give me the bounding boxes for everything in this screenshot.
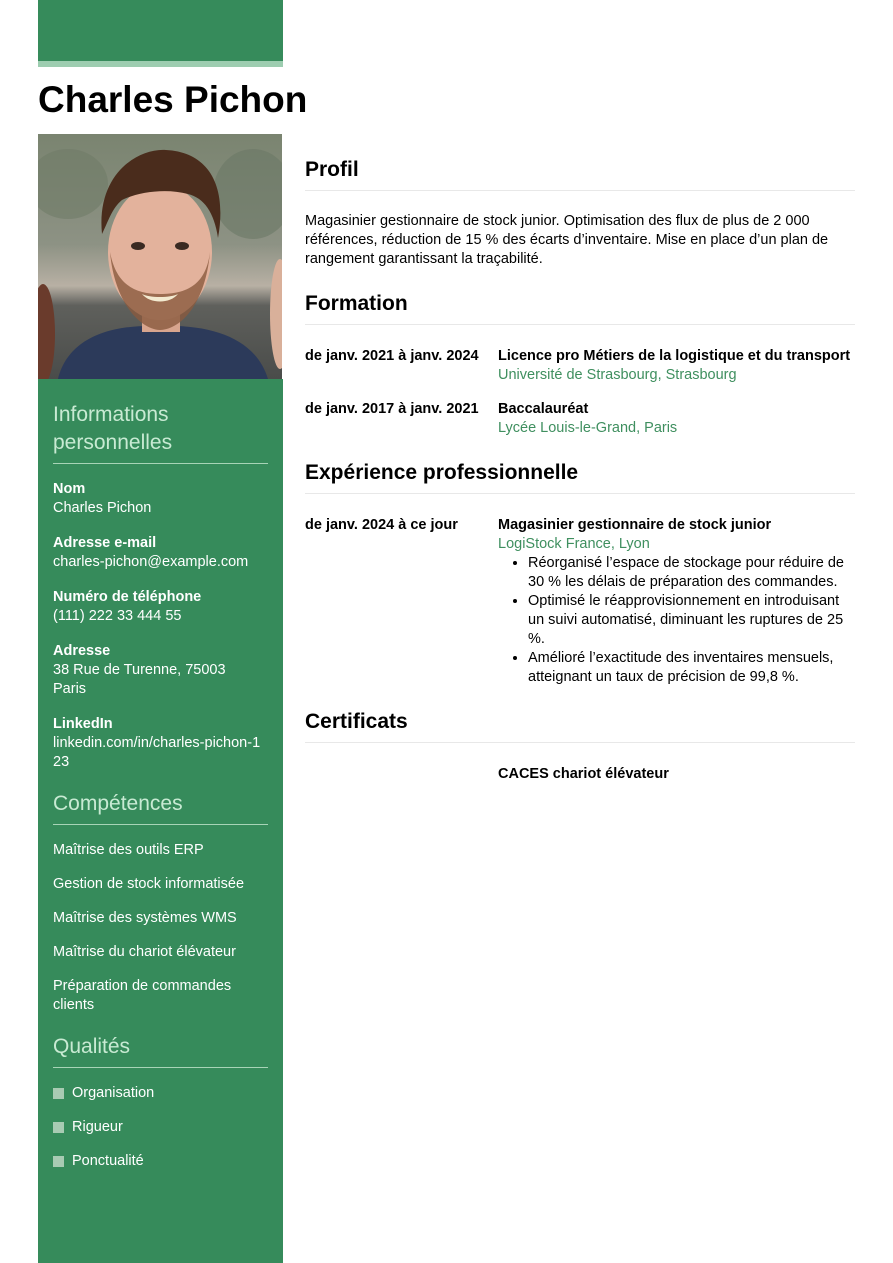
education-entry xyxy=(305,347,855,385)
entry-title: Licence pro Métiers de la logistique et du transport xyxy=(498,348,851,364)
entry-title: Baccalauréat xyxy=(498,401,589,417)
achievement-item: • Réorganisé l’espace de stockage pour réduire de 30 % les délais de préparation des commandes. xyxy=(528,554,855,592)
field-label: Adresse e-mail xyxy=(53,535,157,551)
entry-date: de janv. 2024 à ce jour xyxy=(305,517,458,533)
portrait-image xyxy=(38,134,282,379)
field-name xyxy=(53,480,268,518)
personal-info-heading: Informations personnelles xyxy=(53,401,268,464)
certificate-entry xyxy=(305,765,855,784)
field-value: Charles Pichon xyxy=(53,500,152,516)
skill-item: Gestion de stock informatisée xyxy=(53,876,245,892)
email-link[interactable]: charles-pichon@example.com xyxy=(53,554,249,570)
certificates-section xyxy=(305,707,855,784)
entry-company: LogiStock France, Lyon xyxy=(498,536,650,552)
achievement-item: • Optimisé le réapprovisionnement en introduisant un suivi automatisé, diminuant les ruptures de 25 %. xyxy=(528,592,855,649)
achievement-item: • Amélioré l’exactitude des inventaires mensuels, atteignant un taux de précision de 99,8 %. xyxy=(528,649,855,687)
profile-heading: Profil xyxy=(305,155,855,191)
experience-section xyxy=(305,458,855,687)
skills-heading: Compétences xyxy=(53,790,268,825)
square-bullet-icon xyxy=(53,1156,64,1167)
skill-item: Maîtrise des systèmes WMS xyxy=(53,910,237,926)
experience-heading: Expérience professionnelle xyxy=(305,458,855,494)
field-linkedin xyxy=(53,715,268,772)
education-section xyxy=(305,289,855,438)
entry-date: de janv. 2021 à janv. 2024 xyxy=(305,348,479,364)
sidebar xyxy=(38,379,283,1263)
field-value: 38 Rue de Turenne, 75003 Paris xyxy=(53,662,226,697)
quality-label: Ponctualité xyxy=(72,1153,144,1169)
square-bullet-icon xyxy=(53,1088,64,1099)
achievements-list xyxy=(498,554,855,687)
qualities-heading: Qualités xyxy=(53,1033,268,1068)
field-label: LinkedIn xyxy=(53,716,113,732)
header-accent-band xyxy=(38,0,283,61)
field-phone xyxy=(53,588,268,626)
entry-date xyxy=(305,765,498,784)
profile-summary: Magasinier gestionnaire de stock junior. Optimisation des flux de plus de 2 000 références, réduction de 15 % des écarts d’inventaire. Mise en place d’un plan de rangement garantissant la traçabilité. xyxy=(305,213,829,267)
education-heading: Formation xyxy=(305,289,855,325)
field-email xyxy=(53,534,268,572)
candidate-name: Charles Pichon xyxy=(38,79,308,120)
entry-title: CACES chariot élévateur xyxy=(498,766,669,782)
field-address xyxy=(53,642,268,699)
certificates-heading: Certificats xyxy=(305,707,855,743)
skill-item: Maîtrise du chariot élévateur xyxy=(53,944,236,960)
profile-photo xyxy=(38,134,282,379)
entry-institution: Lycée Louis-le-Grand, Paris xyxy=(498,420,678,436)
entry-date: de janv. 2017 à janv. 2021 xyxy=(305,401,479,417)
field-label: Numéro de téléphone xyxy=(53,589,202,605)
square-bullet-icon xyxy=(53,1122,64,1133)
quality-label: Organisation xyxy=(72,1085,155,1101)
entry-title: Magasinier gestionnaire de stock junior xyxy=(498,517,772,533)
entry-institution: Université de Strasbourg, Strasbourg xyxy=(498,367,737,383)
education-entry xyxy=(305,400,855,438)
main-content xyxy=(305,155,855,804)
profile-section xyxy=(305,155,855,269)
quality-item xyxy=(53,1118,268,1137)
linkedin-link[interactable]: linkedin.com/in/charles-pichon-123 xyxy=(53,735,261,770)
field-label: Adresse xyxy=(53,643,111,659)
quality-label: Rigueur xyxy=(72,1119,123,1135)
header-accent-stripe xyxy=(38,61,283,67)
skill-item: Maîtrise des outils ERP xyxy=(53,842,204,858)
field-label: Nom xyxy=(53,481,86,497)
skill-item: Préparation de commandes clients xyxy=(53,978,232,1013)
quality-item xyxy=(53,1084,268,1103)
experience-entry xyxy=(305,516,855,687)
field-value: (111) 222 33 444 55 xyxy=(53,608,182,624)
quality-item xyxy=(53,1152,268,1171)
